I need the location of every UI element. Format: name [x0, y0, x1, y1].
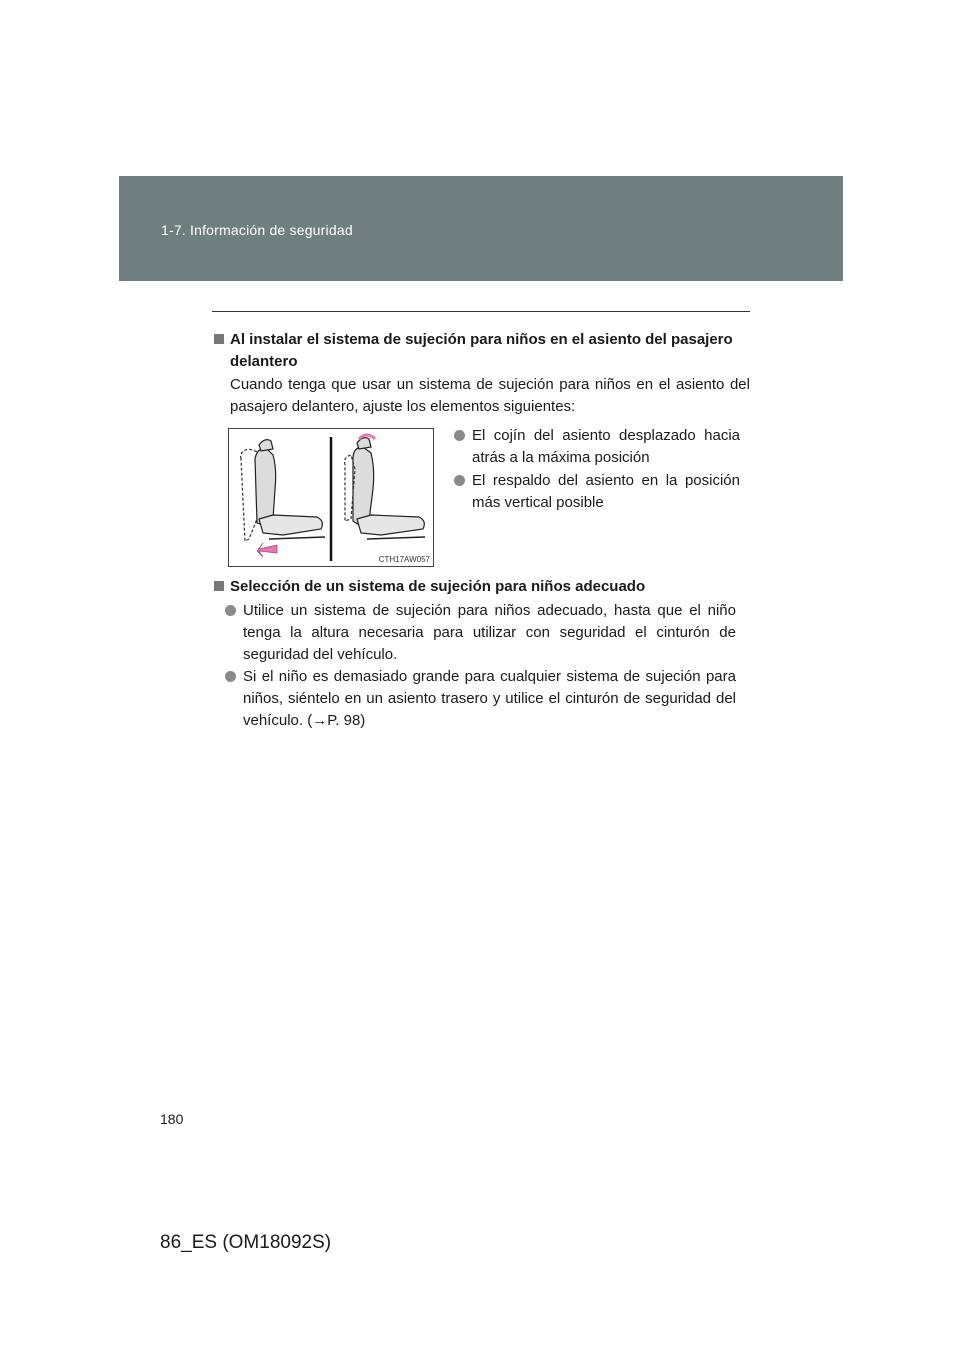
square-bullet-icon [214, 334, 224, 344]
round-bullet-icon [225, 671, 236, 682]
page-number: 180 [160, 1111, 184, 1127]
section-title-1 [214, 329, 750, 373]
seat-illustration [229, 429, 433, 566]
section-header: 1-7. Información de seguridad [161, 222, 353, 238]
round-bullet-icon [454, 430, 465, 441]
section1-bullet-2 [472, 470, 740, 514]
section2-bullet-1-text: Utilice un sistema de sujeción para niños adecuado, hasta que el niño tenga la altura necesaria para utilizar con seguridad el cinturón de seguridad del vehículo. [243, 602, 736, 663]
section-title-1-text: Al instalar el sistema de sujeción para niños en el asiento del pasajero delantero [230, 331, 733, 370]
header-band [119, 176, 843, 281]
document-id: 86_ES (OM18092S) [160, 1232, 332, 1253]
figure-code: CTH17AW057 [378, 555, 430, 564]
section2-bullet-1 [243, 600, 736, 666]
section-title-2-text: Selección de un sistema de sujeción para niños adecuado [230, 578, 646, 595]
section1-body: Cuando tenga que usar un sistema de sujeción para niños en el asiento del pasajero delantero, ajuste los elementos siguientes: [230, 376, 750, 415]
seat-adjust-figure [228, 428, 434, 567]
square-bullet-icon [214, 581, 224, 591]
section1-bullet-1 [472, 425, 740, 469]
round-bullet-icon [454, 475, 465, 486]
top-rule [212, 311, 750, 312]
section2-bullet-2 [243, 666, 736, 732]
section1-bullet-1-text: El cojín del asiento desplazado hacia atrás a la máxima posición [472, 427, 740, 466]
section2-bullet-2-text: Si el niño es demasiado grande para cualquier sistema de sujeción para niños, siéntelo en un asiento trasero y utilice el cinturón de seguridad del vehículo. (→P. 98) [243, 668, 736, 729]
round-bullet-icon [225, 605, 236, 616]
section1-bullet-2-text: El respaldo del asiento en la posición más vertical posible [472, 472, 740, 511]
section-title-2 [214, 576, 750, 598]
